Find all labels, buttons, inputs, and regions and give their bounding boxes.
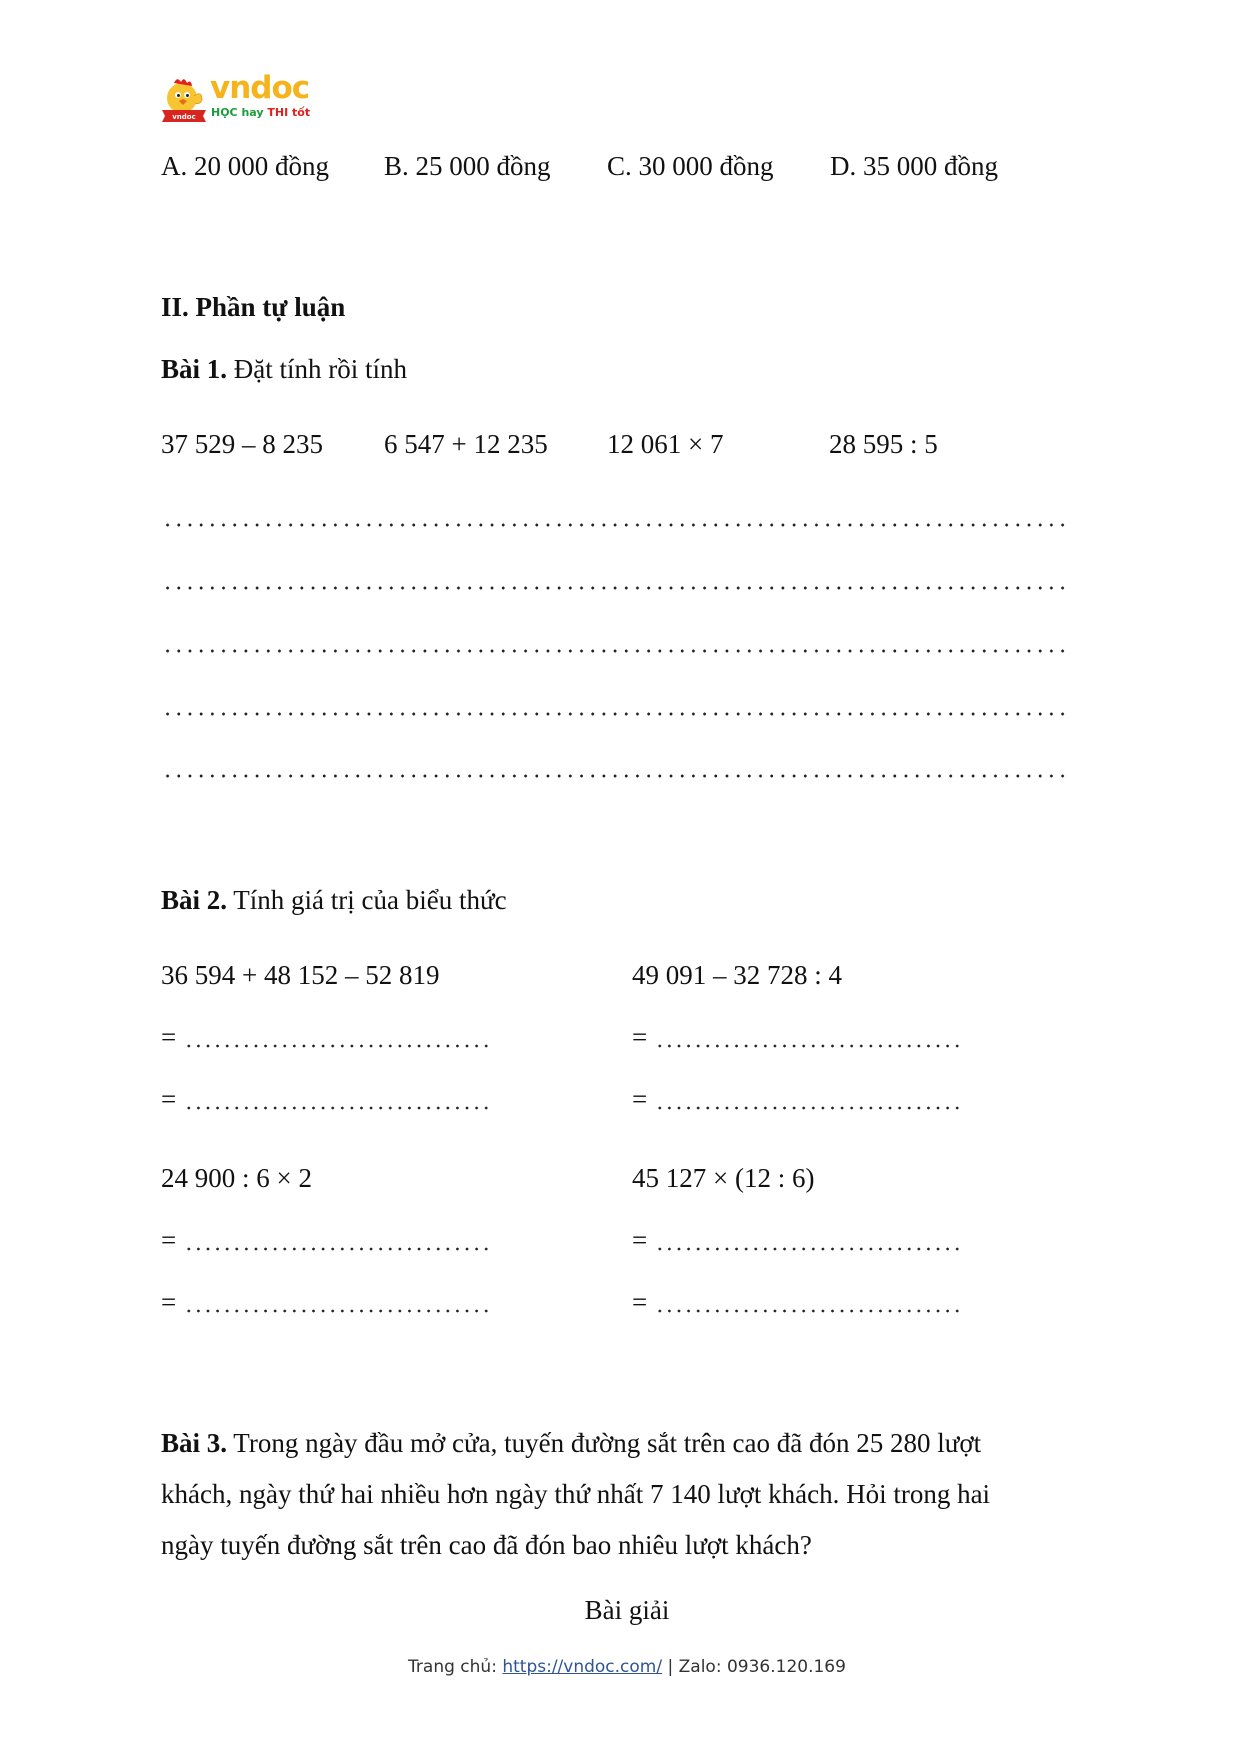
- svg-text:vndoc: vndoc: [172, 113, 196, 121]
- answer-line-2: [162, 586, 1070, 590]
- homepage-link[interactable]: https://vndoc.com/: [502, 1657, 663, 1677]
- bai2-expression-b: 49 091 – 32 728 : 4: [632, 960, 843, 990]
- bai2b-step-1: =: [632, 1021, 960, 1053]
- footer-zalo: Zalo: 0936.120.169: [678, 1657, 846, 1677]
- bai1-expression-3: 12 061 × 7: [607, 429, 724, 459]
- footer-prefix: Trang chủ:: [408, 1657, 503, 1677]
- bai2c-step-1: =: [161, 1224, 489, 1256]
- bai2-expression-c: 24 900 : 6 × 2: [161, 1163, 312, 1193]
- logo-tagline: HỌC hay THI tốt: [211, 106, 311, 119]
- bai2a-step-1: =: [161, 1021, 489, 1053]
- answer-line-5: [162, 774, 1070, 778]
- bai2c-step-2: =: [161, 1286, 489, 1318]
- bai2d-step-2: =: [632, 1286, 960, 1318]
- answer-line-4: [162, 712, 1070, 716]
- bai2-label: Bài 2.: [161, 885, 228, 915]
- bai2d-step-1: =: [632, 1224, 960, 1256]
- footer-separator: |: [662, 1657, 679, 1677]
- bai1-expression-2: 6 547 + 12 235: [384, 429, 548, 459]
- bai2-instruction: Tính giá trị của biểu thức: [233, 885, 507, 915]
- bai2b-step-2: =: [632, 1083, 960, 1115]
- bai1-expression-1: 37 529 – 8 235: [161, 429, 323, 459]
- bai3-line-1: Bài 3. Trong ngày đầu mở cửa, tuyến đường sắt trên cao đã đón 25 280 lượt: [161, 1428, 982, 1458]
- option-a: A. 20 000 đồng: [161, 151, 329, 181]
- bai2a-step-2: =: [161, 1083, 489, 1115]
- section-title: II. Phần tự luận: [161, 292, 346, 322]
- solution-heading: Bài giải: [584, 1595, 670, 1625]
- bai1-instruction: Đặt tính rồi tính: [233, 354, 407, 384]
- option-b: B. 25 000 đồng: [384, 151, 551, 181]
- answer-line-3: [162, 649, 1070, 653]
- chicken-mascot-icon: [160, 76, 208, 126]
- bai2-expression-d: 45 127 × (12 : 6): [632, 1163, 815, 1193]
- bai1-heading: [161, 353, 407, 385]
- bai2-heading: [161, 884, 507, 916]
- bai3-label: Bài 3.: [161, 1428, 228, 1458]
- page-footer: [0, 1657, 1240, 1677]
- bai3-line-3: ngày tuyến đường sắt trên cao đã đón bao nhiêu lượt khách?: [161, 1530, 812, 1560]
- option-c: C. 30 000 đồng: [607, 151, 774, 181]
- bai2-expression-a: 36 594 + 48 152 – 52 819: [161, 960, 440, 990]
- bai1-expression-4: 28 595 : 5: [829, 429, 938, 459]
- bai3-line-2: khách, ngày thứ hai nhiều hơn ngày thứ nhất 7 140 lượt khách. Hỏi trong hai: [161, 1479, 991, 1509]
- answer-line-1: [162, 523, 1070, 527]
- option-d: D. 35 000 đồng: [830, 151, 998, 181]
- vndoc-logo: [160, 70, 320, 126]
- logo-wordmark: vndoc: [210, 70, 310, 106]
- bai1-label: Bài 1.: [161, 354, 228, 384]
